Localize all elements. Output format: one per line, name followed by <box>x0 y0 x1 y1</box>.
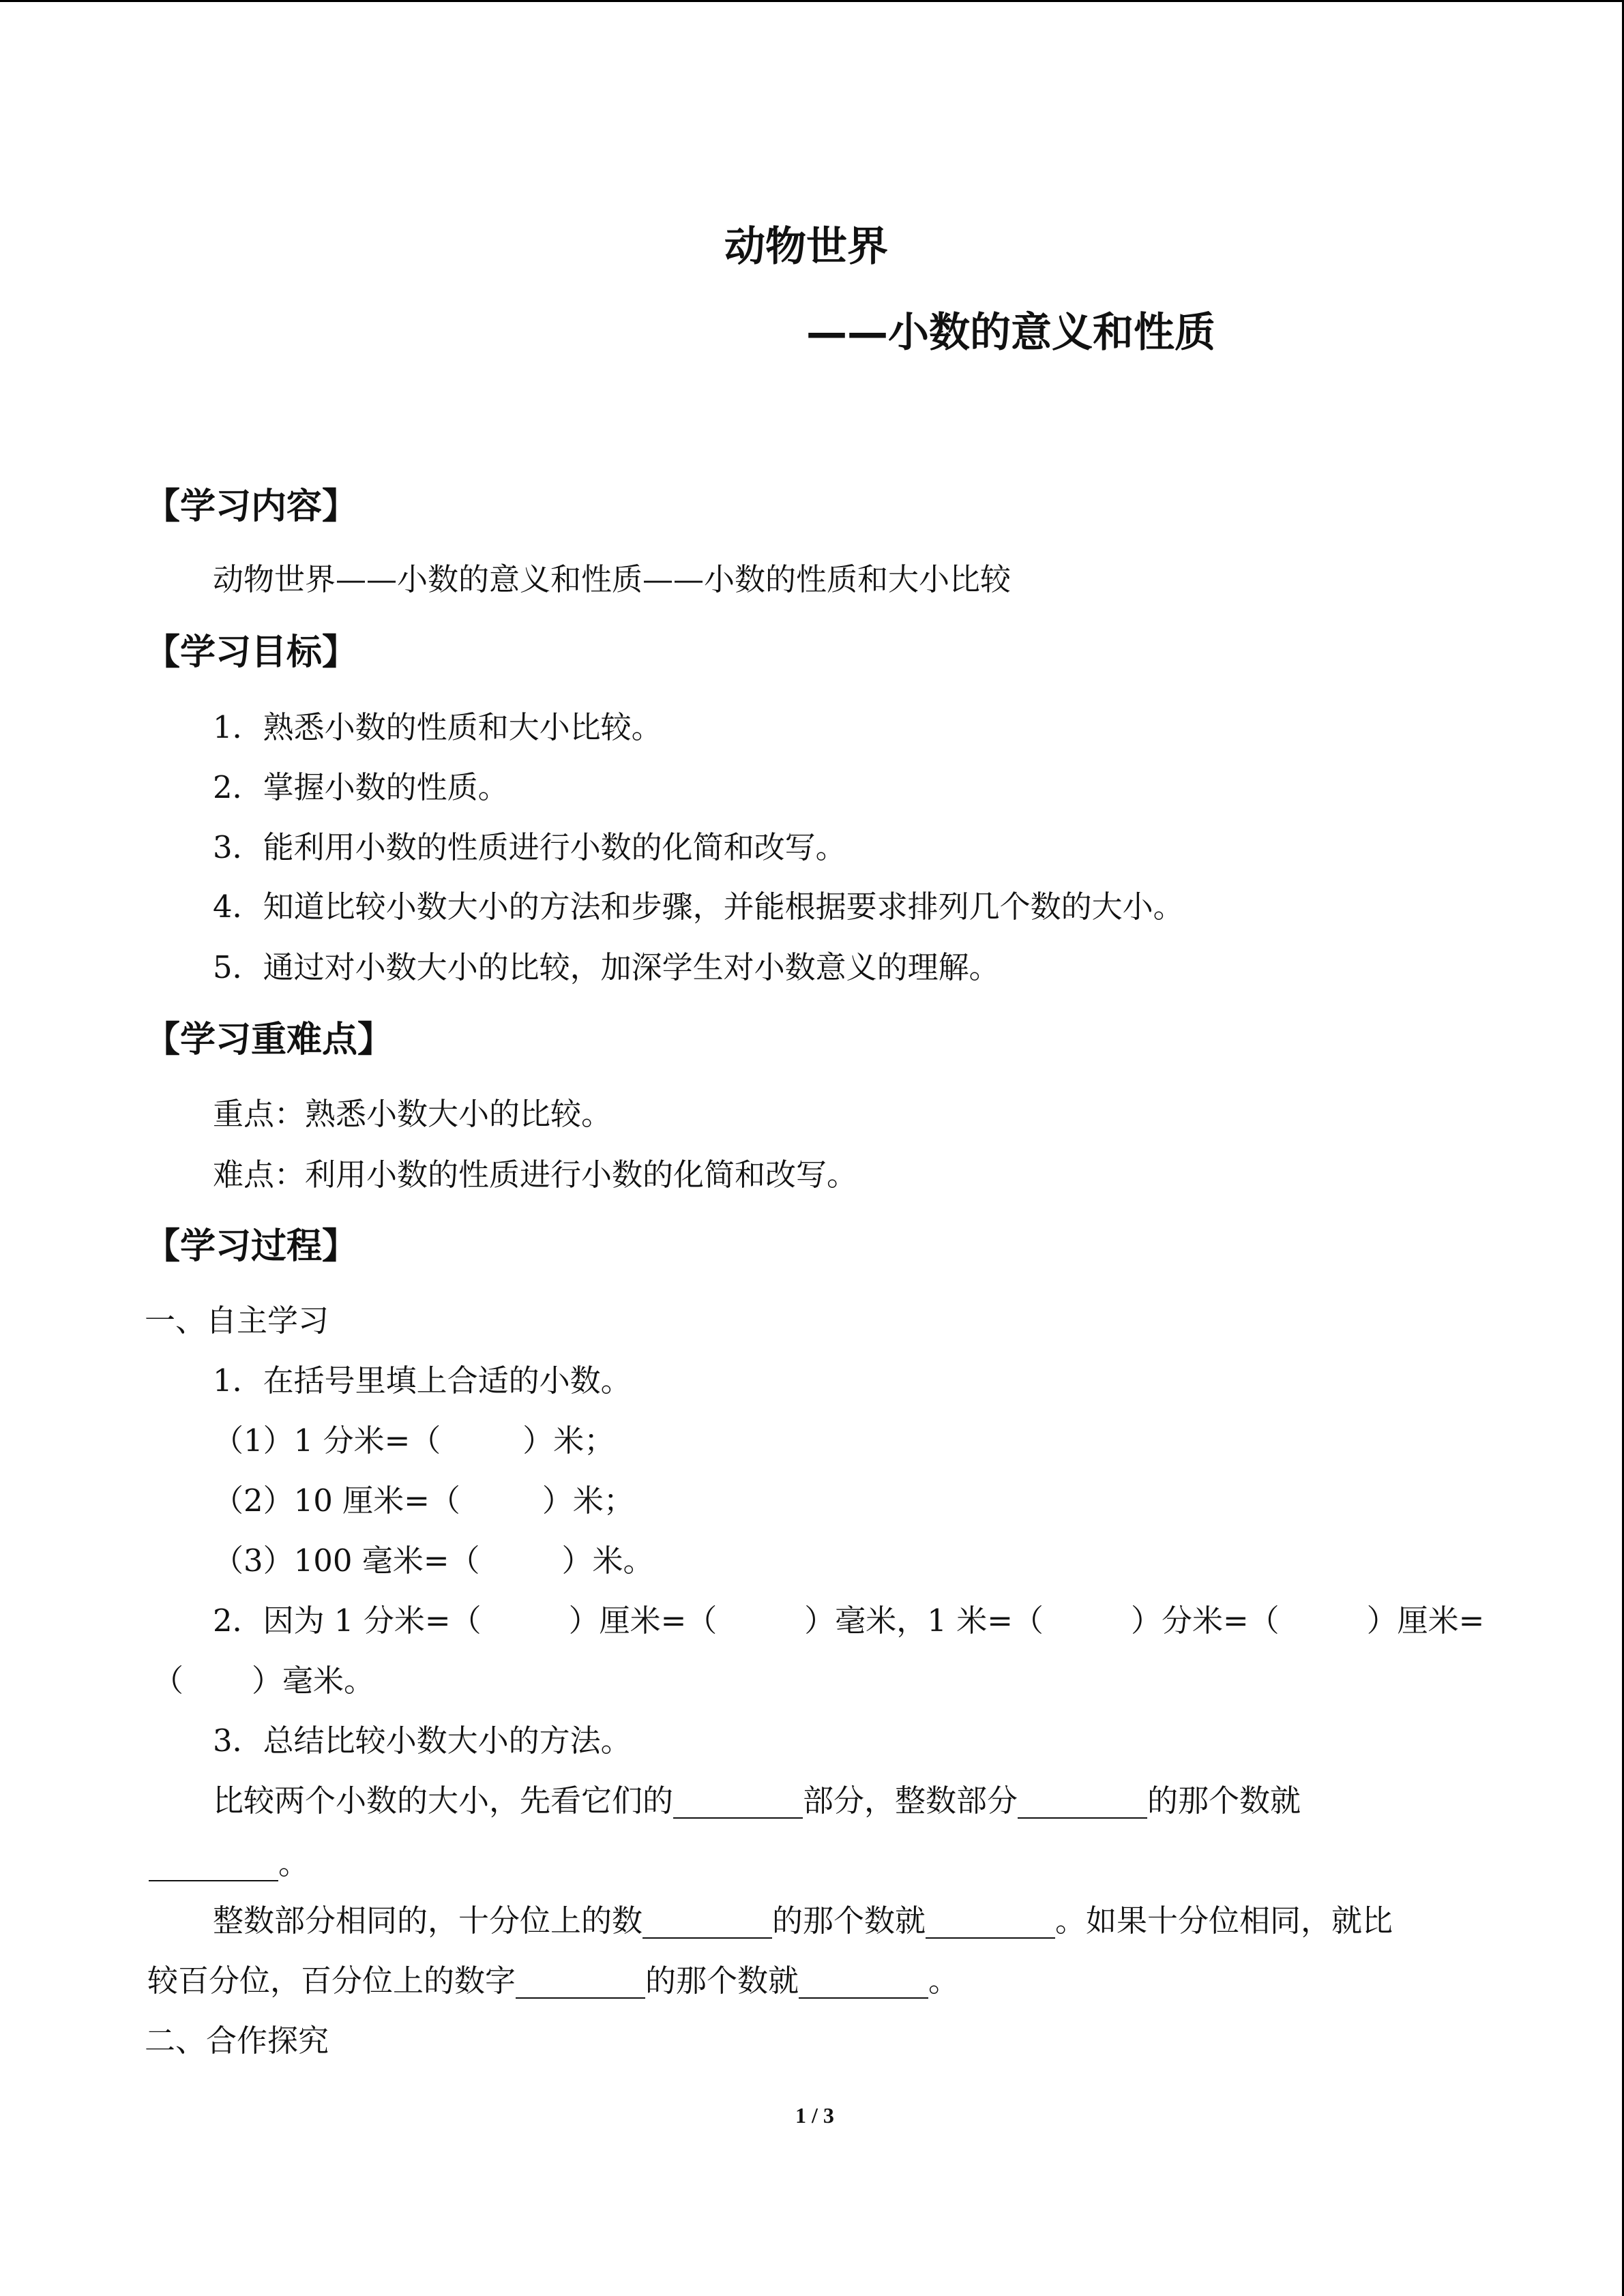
question-3: 3．总结比较小数大小的方法。 <box>213 1723 632 1759</box>
heading-content: 【学习内容】 <box>145 486 358 527</box>
q1-3-text-a: （3）100 毫米=（ <box>213 1542 480 1579</box>
para2-text-a: 整数部分相同的，十分位上的数 <box>213 1903 643 1939</box>
method-paragraph-1 <box>213 1783 1301 1819</box>
page-edge-top <box>0 0 1624 2</box>
question-1-2 <box>213 1482 634 1519</box>
page-number: 1 / 3 <box>795 2103 834 2128</box>
section-cooperative-inquiry: 二、合作探究 <box>145 2023 329 2059</box>
q1-1-text-b: ）米； <box>522 1422 615 1459</box>
para1-text-c: 的那个数就 <box>1147 1783 1301 1819</box>
goal-item-2: 2．掌握小数的性质。 <box>213 769 509 805</box>
para2-text-f: 。 <box>928 1963 960 1999</box>
fill-blank[interactable] <box>1018 1787 1147 1819</box>
q2-text-1: 2．因为 1 分米=（ <box>213 1602 482 1639</box>
para1-text-b: 部分，整数部分 <box>803 1783 1018 1819</box>
fill-blank[interactable] <box>643 1907 772 1939</box>
goal-item-5: 5．通过对小数大小的比较，加深学生对小数意义的理解。 <box>213 949 1000 985</box>
q2-text-6: （ <box>153 1663 184 1699</box>
method-paragraph-2-cont <box>147 1963 959 1999</box>
fill-blank[interactable] <box>516 1967 645 1999</box>
fill-blank[interactable] <box>926 1907 1055 1939</box>
question-1: 1．在括号里填上合适的小数。 <box>213 1362 632 1399</box>
para2-text-d: 较百分位，百分位上的数字 <box>147 1963 516 1999</box>
keypoint-key: 重点：熟悉小数大小的比较。 <box>213 1096 612 1132</box>
q2-text-5: ）厘米= <box>1366 1602 1485 1639</box>
q1-3-text-b: ）米。 <box>561 1542 654 1579</box>
goal-item-1: 1．熟悉小数的性质和大小比较。 <box>213 709 662 745</box>
keypoint-difficult: 难点：利用小数的性质进行小数的化简和改写。 <box>213 1157 858 1193</box>
para2-text-c: 。如果十分位相同，就比 <box>1055 1903 1393 1939</box>
q2-text-4: ）分米=（ <box>1130 1602 1280 1639</box>
question-2-line-1 <box>213 1602 1484 1639</box>
heading-keypoints: 【学习重难点】 <box>145 1019 394 1060</box>
content-text: 动物世界——小数的意义和性质——小数的性质和大小比较 <box>213 561 1012 597</box>
q1-2-text-b: ）米； <box>542 1482 634 1519</box>
question-1-3 <box>213 1542 654 1579</box>
q2-text-3: ）毫米，1 米=（ <box>804 1602 1044 1639</box>
q2-text-2: ）厘米=（ <box>568 1602 718 1639</box>
para1-text-d: 。 <box>278 1845 310 1881</box>
fill-blank[interactable] <box>673 1787 803 1819</box>
goal-item-3: 3．能利用小数的性质进行小数的化简和改写。 <box>213 829 846 865</box>
q2-text-7: ）毫米。 <box>252 1663 375 1699</box>
heading-process: 【学习过程】 <box>145 1226 358 1267</box>
method-paragraph-1-cont <box>149 1845 309 1882</box>
method-paragraph-2 <box>213 1903 1393 1939</box>
question-2-line-2 <box>153 1663 374 1699</box>
doc-subtitle: ——小数的意义和性质 <box>806 309 1215 357</box>
fill-blank[interactable] <box>799 1967 928 1999</box>
heading-goals: 【学习目标】 <box>145 632 358 673</box>
para1-text-a: 比较两个小数的大小，先看它们的 <box>213 1783 674 1819</box>
question-1-1 <box>213 1422 615 1459</box>
section-self-study: 一、自主学习 <box>145 1302 329 1339</box>
fill-blank[interactable] <box>149 1849 278 1881</box>
para2-text-e: 的那个数就 <box>645 1963 799 1999</box>
q1-1-text-a: （1）1 分米=（ <box>213 1422 441 1459</box>
goal-item-4: 4．知道比较小数大小的方法和步骤，并能根据要求排列几个数的大小。 <box>213 889 1184 925</box>
q1-2-text-a: （2）10 厘米=（ <box>213 1482 460 1519</box>
doc-title: 动物世界 <box>724 223 888 271</box>
para2-text-b: 的那个数就 <box>772 1903 926 1939</box>
